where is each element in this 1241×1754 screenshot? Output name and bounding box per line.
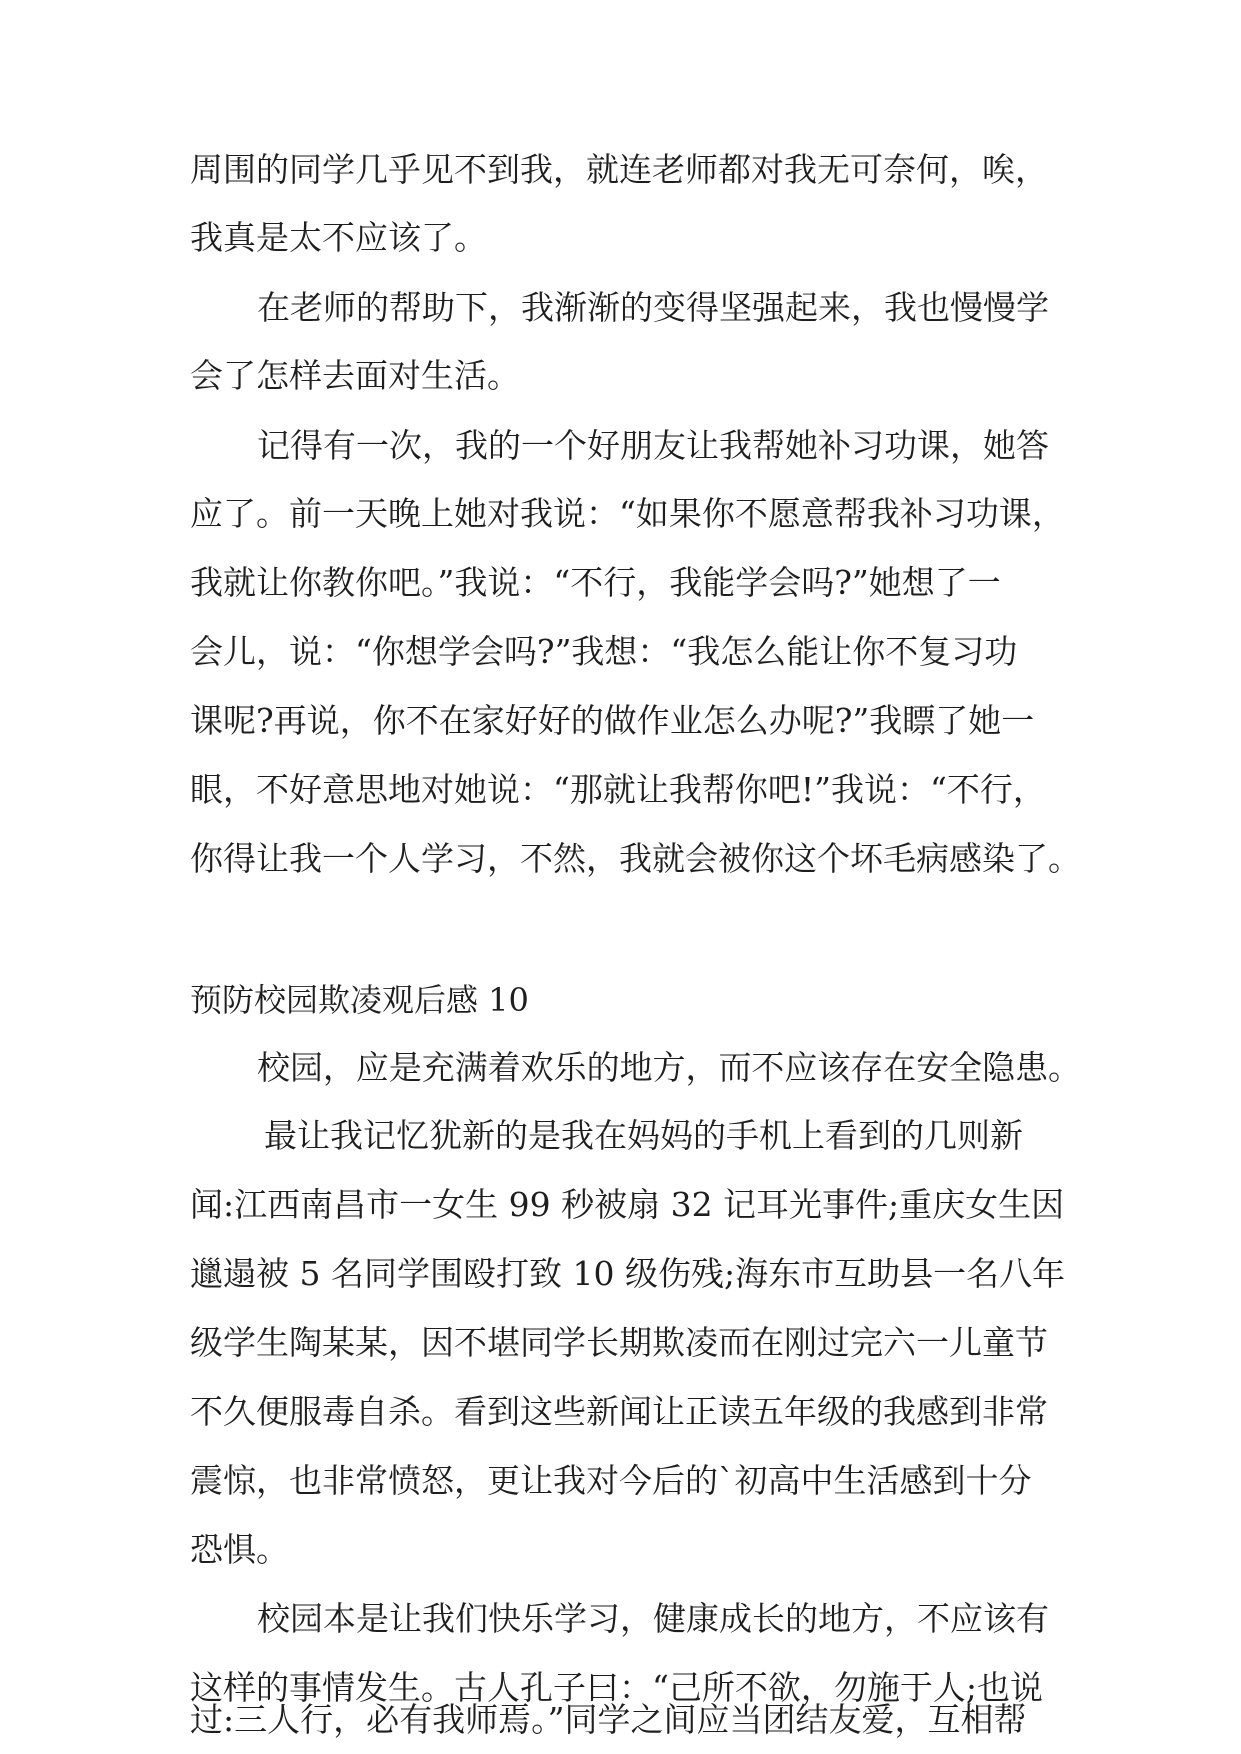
paragraph-5-line-6 <box>0 1451 1241 1511</box>
section-heading-text: 预防校园欺凌观后感 10 <box>190 981 529 1019</box>
paragraph-5-line-2 <box>0 1175 1241 1235</box>
paragraph-3-line-7 <box>0 829 1241 889</box>
paragraph-5-line-7 <box>0 1520 1241 1580</box>
paragraph-2-line-2 <box>0 346 1241 406</box>
paragraph-5-line-3 <box>0 1244 1241 1304</box>
text-line: 级学生陶某某，因不堪同学长期欺凌而在刚过完六一儿童节 <box>190 1323 1048 1362</box>
section-heading <box>0 970 1241 1030</box>
text-line: 校园本是让我们快乐学习，健康成长的地方，不应该有 <box>257 1599 1049 1638</box>
paragraph-3-line-2 <box>0 484 1241 544</box>
text-line: 周围的同学几乎见不到我，就连老师都对我无可奈何，唉， <box>190 150 1048 189</box>
paragraph-2-line-1 <box>0 278 1241 338</box>
text-line: 记得有一次，我的一个好朋友让我帮她补习功课，她答 <box>257 426 1049 465</box>
text-line: 这样的事情发生。古人孔子曰：“己所不欲，勿施于人;也说 <box>190 1668 1043 1707</box>
paragraph-5-line-1 <box>0 1106 1241 1166</box>
text-line: 课呢?再说，你不在家好好的做作业怎么办呢?”我瞟了她一 <box>190 701 1035 740</box>
paragraph-3-line-5 <box>0 691 1241 751</box>
text-line: 不久便服毒自杀。看到这些新闻让正读五年级的我感到非常 <box>190 1392 1048 1431</box>
text-line: 应了。前一天晚上她对我说：“如果你不愿意帮我补习功课， <box>190 494 1065 533</box>
text-line: 会儿，说：“你想学会吗?”我想：“我怎么能让你不复习功 <box>190 632 1018 671</box>
text-line: 闻:江西南昌市一女生 99 秒被扇 32 记耳光事件;重庆女生因 <box>190 1185 1065 1224</box>
paragraph-3-line-6 <box>0 760 1241 820</box>
text-line: 我就让你教你吧。”我说：“不行，我能学会吗?”她想了一 <box>190 563 1001 602</box>
text-line: 我真是太不应该了。 <box>190 218 487 257</box>
paragraph-5-line-5 <box>0 1382 1241 1442</box>
text-line: 你得让我一个人学习，不然，我就会被你这个坏毛病感染了。 <box>190 839 1081 878</box>
text-line: 恐惧。 <box>190 1530 289 1569</box>
text-line: 最让我记忆犹新的是我在妈妈的手机上看到的几则新 <box>264 1116 1023 1155</box>
text-line: 过:三人行，必有我师焉。”同学之间应当团结友爱，互相帮 <box>190 1700 1027 1739</box>
text-line: 眼，不好意思地对她说：“那就让我帮你吧!”我说：“不行， <box>190 770 1046 809</box>
paragraph-5-line-4 <box>0 1313 1241 1373</box>
paragraph-4-line-1 <box>0 1038 1241 1098</box>
text-line: 会了怎样去面对生活。 <box>190 356 520 395</box>
text-line: 邋遢被 5 名同学围殴打致 10 级伤残;海东市互助县一名八年 <box>190 1254 1066 1293</box>
paragraph-3-line-1 <box>0 416 1241 476</box>
paragraph-1-line-1 <box>0 140 1241 200</box>
paragraph-3-line-3 <box>0 553 1241 613</box>
paragraph-6-line-1 <box>0 1589 1241 1649</box>
paragraph-6-line-3 <box>0 1690 1241 1750</box>
paragraph-3-line-4 <box>0 622 1241 682</box>
text-line: 在老师的帮助下，我渐渐的变得坚强起来，我也慢慢学 <box>257 288 1049 327</box>
text-line: 校园，应是充满着欢乐的地方，而不应该存在安全隐患。 <box>257 1048 1082 1087</box>
text-line: 震惊，也非常愤怒，更让我对今后的`初高中生活感到十分 <box>190 1461 1032 1500</box>
paragraph-1-line-2 <box>0 208 1241 268</box>
